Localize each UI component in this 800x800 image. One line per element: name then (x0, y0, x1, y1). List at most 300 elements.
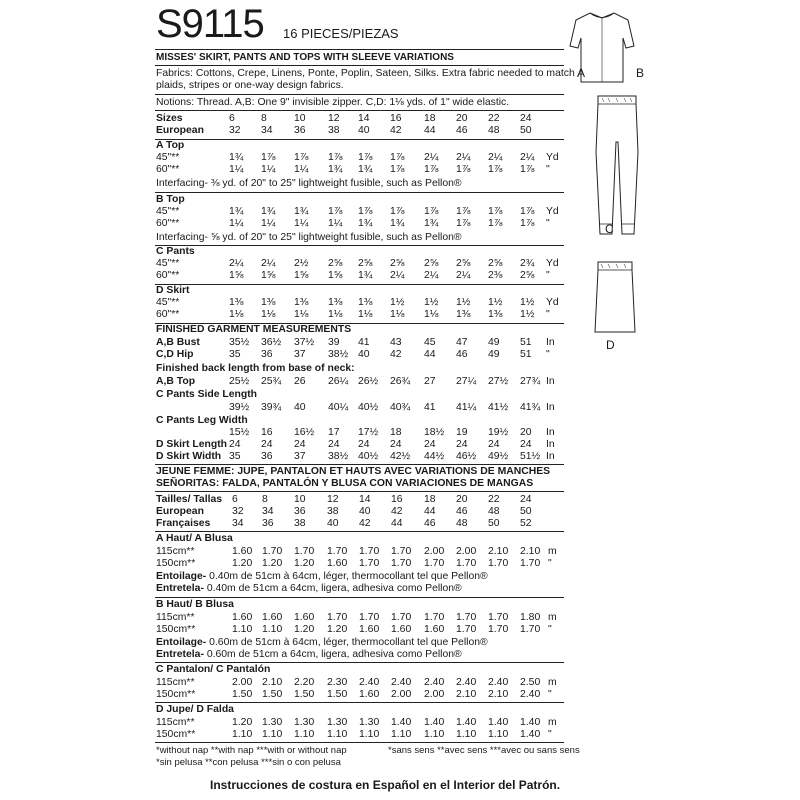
row-label: D Skirt Width (156, 451, 222, 462)
table-cell: 50 (488, 518, 500, 529)
pants-side-label: C Pants Side Length (156, 389, 258, 400)
table-cell: 42 (391, 506, 403, 517)
table-cell: 1.10 (327, 729, 348, 740)
table-cell: 24 (520, 494, 532, 505)
section-c-pants: C Pants (156, 246, 195, 257)
table-cell: 24 (261, 439, 273, 450)
table-cell: 1⅝ (328, 270, 343, 281)
table-cell: 18 (424, 113, 436, 124)
table-cell: 1¾ (358, 270, 373, 281)
table-cell: 2.00 (424, 689, 445, 700)
table-cell: 42 (359, 518, 371, 529)
table-cell: 1.50 (294, 689, 315, 700)
table-cell: 10 (294, 494, 306, 505)
table-cell: 1.60 (327, 558, 348, 569)
table-cell: 2¼ (456, 152, 471, 163)
table-cell: 2.10 (262, 677, 283, 688)
table-cell: 1.70 (456, 612, 477, 623)
divider (155, 464, 564, 465)
section-a-top: A Top (156, 140, 185, 151)
table-cell: 1⅝ (261, 270, 276, 281)
table-cell: 1.70 (327, 546, 348, 557)
table-cell: 14 (358, 113, 370, 124)
table-cell: 1.30 (359, 717, 380, 728)
unit-label: " (546, 309, 550, 320)
divider (155, 110, 564, 111)
entoilage-label: Entoilage- (156, 637, 207, 648)
table-cell: 1.10 (232, 624, 253, 635)
table-cell: 34 (262, 506, 274, 517)
divider (155, 284, 564, 285)
table-cell: 1.80 (520, 612, 541, 623)
table-cell: 1⅞ (390, 152, 405, 163)
table-cell: 2.10 (520, 546, 541, 557)
table-cell: 1⅞ (261, 152, 276, 163)
table-cell: 1.70 (424, 558, 445, 569)
table-cell: 1⅜ (294, 297, 309, 308)
section-d-skirt: D Skirt (156, 285, 190, 296)
unit-label: Yd (546, 297, 559, 308)
table-cell: 1.70 (262, 546, 283, 557)
table-cell: 1.10 (262, 729, 283, 740)
table-cell: 51 (520, 337, 532, 348)
table-cell: 1.60 (359, 624, 380, 635)
table-cell: 1.70 (488, 558, 509, 569)
table-cell: 8 (261, 113, 267, 124)
table-cell: 42 (390, 349, 402, 360)
table-cell: 48 (456, 518, 468, 529)
table-cell: 44 (424, 349, 436, 360)
entoilage-text: 0.40m de 51cm a 64cm, ligera, adhesiva como Pellon® (203, 583, 462, 594)
table-cell: 2⅝ (520, 270, 535, 281)
table-cell: 1.10 (391, 729, 412, 740)
row-label: 115cm** (156, 612, 195, 623)
table-cell: 8 (262, 494, 268, 505)
table-cell: 41¼ (456, 402, 477, 413)
table-cell: 36 (261, 349, 273, 360)
table-cell: 24 (358, 439, 370, 450)
fabrics-text-1: Fabrics: Cottons, Crepe, Linens, Ponte, Poplin, Sateen, Silks. Extra fabric needed to match (156, 68, 575, 79)
table-cell: 44 (391, 518, 403, 529)
table-cell: 25¾ (261, 376, 282, 387)
fabrics-text-2: plaids, stripes or one-way design fabrics. (156, 80, 344, 91)
table-cell: 50 (520, 506, 532, 517)
table-cell: 1⅜ (456, 309, 471, 320)
table-cell: 1⅞ (520, 218, 535, 229)
table-cell: 2.10 (488, 546, 509, 557)
table-cell: 1.40 (488, 717, 509, 728)
divider (155, 742, 564, 743)
entoilage-text: 0.60m de 51cm a 64cm, ligera, adhesiva como Pellon® (203, 649, 462, 660)
entoilage-a (156, 571, 488, 583)
table-cell: 1.60 (294, 612, 315, 623)
table-cell: 18 (390, 427, 402, 438)
table-cell: 1⅜ (261, 297, 276, 308)
table-cell: 40 (358, 125, 370, 136)
table-cell: 1.60 (359, 689, 380, 700)
table-cell: 1.30 (327, 717, 348, 728)
table-cell: 41¾ (520, 402, 541, 413)
table-cell: 20 (456, 494, 468, 505)
entoilage-text: 0.60m de 51cm à 64cm, léger, thermocollant tel que Pellon® (206, 637, 488, 648)
table-cell: 32 (232, 506, 244, 517)
table-cell: 34 (261, 125, 273, 136)
table-cell: 1.20 (262, 558, 283, 569)
table-cell: 1⅛ (261, 309, 276, 320)
table-cell: 6 (232, 494, 238, 505)
table-cell: 1¾ (390, 218, 405, 229)
entoilage-label: Entretela- (156, 583, 204, 594)
table-cell: 24 (390, 439, 402, 450)
table-cell: 1⅞ (424, 164, 439, 175)
table-cell: 1.70 (520, 624, 541, 635)
table-cell: 26½ (358, 376, 379, 387)
table-cell: 1.70 (294, 546, 315, 557)
table-cell: 43 (390, 337, 402, 348)
row-label: 60"** (156, 164, 180, 175)
divider (155, 597, 564, 598)
table-cell: 20 (520, 427, 532, 438)
table-cell: 2¼ (424, 270, 439, 281)
table-cell: 19½ (488, 427, 509, 438)
table-cell: 2⅝ (424, 258, 439, 269)
table-cell: 40½ (358, 451, 379, 462)
table-cell: 2.40 (456, 677, 477, 688)
table-cell: 2⅝ (390, 258, 405, 269)
table-cell: 2.50 (520, 677, 541, 688)
table-cell: 1.10 (359, 729, 380, 740)
divider (155, 49, 564, 50)
figure-label-d: D (606, 338, 615, 352)
table-cell: 1.70 (327, 612, 348, 623)
table-cell: 10 (294, 113, 306, 124)
row-label: 115cm** (156, 677, 195, 688)
unit-label: " (546, 349, 550, 360)
finished-measurements-title: FINISHED GARMENT MEASUREMENTS (156, 324, 352, 335)
table-cell: 25½ (229, 376, 250, 387)
table-cell: 27 (424, 376, 436, 387)
table-cell: 1¼ (229, 218, 244, 229)
table-cell: 2.40 (520, 689, 541, 700)
entretela-a (156, 583, 462, 595)
table-cell: 44 (424, 506, 436, 517)
unit-label: " (548, 624, 552, 635)
table-cell: 1.40 (520, 717, 541, 728)
table-cell: 1.70 (456, 558, 477, 569)
entretela-b (156, 649, 462, 661)
table-cell: 1½ (488, 297, 503, 308)
table-cell: 1⅝ (229, 270, 244, 281)
row-label: 150cm** (156, 558, 196, 569)
table-cell: 2.10 (456, 689, 477, 700)
table-cell: 1.70 (456, 624, 477, 635)
table-cell: 24 (424, 439, 436, 450)
table-cell: 40 (327, 518, 339, 529)
footnote-fr: *sans sens **avec sens ***avec ou sans sens (388, 745, 580, 756)
table-cell: 1⅞ (456, 218, 471, 229)
table-cell: 1.40 (456, 717, 477, 728)
table-cell: 1.10 (424, 729, 445, 740)
table-cell: 27¾ (520, 376, 541, 387)
metric-title-es: SEÑORITAS: FALDA, PANTALÓN Y BLUSA CON VARIACIONES DE MANGAS (156, 478, 534, 489)
unit-label: m (548, 546, 557, 557)
table-cell: 2¾ (520, 258, 535, 269)
table-cell: 51½ (520, 451, 541, 462)
table-cell: 40 (358, 349, 370, 360)
unit-label: " (546, 218, 550, 229)
section-b-haut: B Haut/ B Blusa (156, 599, 234, 610)
table-cell: 46 (424, 518, 436, 529)
table-cell: 1⅜ (358, 297, 373, 308)
row-label: Tailles/ Tallas (156, 494, 223, 505)
table-cell: 1.60 (232, 612, 253, 623)
table-cell: 1½ (520, 297, 535, 308)
entoilage-b (156, 637, 488, 649)
table-cell: 38 (328, 125, 340, 136)
table-cell: 1⅞ (328, 206, 343, 217)
table-cell: 2.30 (327, 677, 348, 688)
divider (155, 192, 564, 193)
pattern-title: MISSES' SKIRT, PANTS AND TOPS WITH SLEEVE VARIATIONS (156, 52, 454, 63)
table-cell: 2⅝ (358, 258, 373, 269)
table-cell: 24 (229, 439, 241, 450)
table-cell: 1¾ (229, 152, 244, 163)
table-cell: 15½ (229, 427, 250, 438)
entoilage-label: Entretela- (156, 649, 204, 660)
table-cell: 44 (424, 125, 436, 136)
table-cell: 1¼ (261, 164, 276, 175)
metric-title-fr: JEUNE FEMME: JUPE, PANTALON ET HAUTS AVEC VARIATIONS DE MANCHES (156, 466, 551, 477)
table-cell: 1⅞ (358, 152, 373, 163)
table-cell: 1.70 (359, 612, 380, 623)
table-cell: 36 (294, 125, 306, 136)
table-cell: 18 (424, 494, 436, 505)
table-cell: 1¼ (229, 164, 244, 175)
pants-leg-label: C Pants Leg Width (156, 415, 248, 426)
unit-label: In (546, 376, 555, 387)
table-cell: 37 (294, 451, 306, 462)
table-cell: 38 (294, 518, 306, 529)
table-cell: 50 (520, 125, 532, 136)
table-cell: 38 (327, 506, 339, 517)
table-cell: 24 (520, 439, 532, 450)
table-cell: 1⅞ (294, 152, 309, 163)
table-cell: 2¼ (424, 152, 439, 163)
table-cell: 2⅜ (488, 270, 503, 281)
table-cell: 36 (262, 518, 274, 529)
table-cell: 34 (232, 518, 244, 529)
table-cell: 1⅞ (520, 206, 535, 217)
table-cell: 1¼ (294, 218, 309, 229)
table-cell: 2⅝ (456, 258, 471, 269)
table-cell: 45 (424, 337, 436, 348)
table-cell: 24 (456, 439, 468, 450)
table-cell: 1.20 (232, 558, 253, 569)
unit-label: Yd (546, 206, 559, 217)
figure-label-c: C (605, 222, 614, 236)
table-cell: 17½ (358, 427, 379, 438)
table-cell: 40 (359, 506, 371, 517)
table-cell: 1⅞ (456, 206, 471, 217)
table-cell: 1.60 (262, 612, 283, 623)
table-cell: 1.10 (294, 729, 315, 740)
row-label: Sizes (156, 113, 183, 124)
table-cell: 2¼ (456, 270, 471, 281)
row-label: 150cm** (156, 689, 196, 700)
table-cell: 41 (424, 402, 436, 413)
skirt-d-illustration (590, 258, 640, 338)
table-cell: 42½ (390, 451, 411, 462)
table-cell: 2.00 (424, 546, 445, 557)
interfacing-b: Interfacing- ⅝ yd. of 20" to 25" lightweight fusible, such as Pellon® (156, 232, 462, 243)
row-label: Françaises (156, 518, 211, 529)
table-cell: 47 (456, 337, 468, 348)
section-b-top: B Top (156, 194, 185, 205)
table-cell: 1.50 (327, 689, 348, 700)
table-cell: 46 (456, 349, 468, 360)
row-label: 150cm** (156, 729, 196, 740)
row-label: 60"** (156, 218, 180, 229)
footnote-en: *without nap **with nap ***with or without nap (156, 745, 347, 756)
table-cell: 24 (488, 439, 500, 450)
table-cell: 46½ (456, 451, 477, 462)
table-cell: 24 (328, 439, 340, 450)
entoilage-text: 0.40m de 51cm à 64cm, léger, thermocollant tel que Pellon® (206, 571, 488, 582)
table-cell: 27¼ (456, 376, 477, 387)
table-cell: 12 (328, 113, 340, 124)
table-cell: 2.40 (359, 677, 380, 688)
table-cell: 14 (359, 494, 371, 505)
table-cell: 27½ (488, 376, 509, 387)
row-label: D Skirt Length (156, 439, 228, 450)
table-cell: 38½ (328, 349, 349, 360)
table-cell: 1¼ (261, 218, 276, 229)
table-cell: 1⅛ (358, 309, 373, 320)
divider (155, 531, 564, 532)
table-cell: 1.50 (232, 689, 253, 700)
table-cell: 1⅞ (488, 164, 503, 175)
table-cell: 2.40 (488, 677, 509, 688)
table-cell: 1⅞ (390, 164, 405, 175)
table-cell: 1.70 (488, 624, 509, 635)
table-cell: 16½ (294, 427, 315, 438)
table-cell: 2¼ (520, 152, 535, 163)
row-label: 45"** (156, 297, 180, 308)
entoilage-label: Entoilage- (156, 571, 207, 582)
figure-label-a: A (577, 66, 586, 80)
table-cell: 1.20 (232, 717, 253, 728)
table-cell: 1⅜ (229, 297, 244, 308)
table-cell: 1½ (456, 297, 471, 308)
table-cell: 39¾ (261, 402, 282, 413)
unit-label: In (546, 402, 555, 413)
table-cell: 1⅞ (390, 206, 405, 217)
divider (155, 65, 564, 66)
unit-label: m (548, 677, 557, 688)
table-cell: 22 (488, 113, 500, 124)
unit-label: In (546, 439, 555, 450)
table-cell: 19 (456, 427, 468, 438)
table-cell: 1⅞ (328, 152, 343, 163)
interfacing-a: Interfacing- ⅜ yd. of 20" to 25" lightweight fusible, such as Pellon® (156, 178, 462, 189)
row-label: 45"** (156, 206, 180, 217)
table-cell: 1⅛ (390, 309, 405, 320)
table-cell: 1.70 (520, 558, 541, 569)
table-cell: 40¼ (328, 402, 349, 413)
table-cell: 1¾ (294, 206, 309, 217)
table-cell: 1⅜ (488, 309, 503, 320)
table-cell: 1.70 (359, 558, 380, 569)
table-cell: 1.10 (488, 729, 509, 740)
table-cell: 39 (328, 337, 340, 348)
table-cell: 1.60 (391, 624, 412, 635)
table-cell: 42 (390, 125, 402, 136)
table-cell: 51 (520, 349, 532, 360)
table-cell: 2¼ (390, 270, 405, 281)
table-cell: 49 (488, 349, 500, 360)
table-cell: 1¾ (424, 218, 439, 229)
table-cell: 1.70 (391, 558, 412, 569)
pattern-number: S9115 (156, 2, 264, 46)
unit-label: " (546, 270, 550, 281)
unit-label: " (548, 729, 552, 740)
row-label: European (156, 506, 204, 517)
table-cell: 1¼ (294, 164, 309, 175)
row-label: 150cm** (156, 624, 196, 635)
table-cell: 35 (229, 349, 241, 360)
table-cell: 35 (229, 451, 241, 462)
pants-c-illustration (592, 92, 642, 242)
table-cell: 18½ (424, 427, 445, 438)
row-label: 115cm** (156, 717, 195, 728)
table-cell: 44½ (424, 451, 445, 462)
table-cell: 1¾ (358, 218, 373, 229)
table-cell: 38½ (328, 451, 349, 462)
table-cell: 1.20 (294, 624, 315, 635)
row-label: European (156, 125, 204, 136)
table-cell: 1¾ (358, 164, 373, 175)
table-cell: 26 (294, 376, 306, 387)
row-label: 45"** (156, 152, 180, 163)
table-cell: 46 (456, 125, 468, 136)
row-label: A,B Bust (156, 337, 200, 348)
table-cell: 1.70 (391, 546, 412, 557)
section-c-pantalon: C Pantalon/ C Pantalón (156, 664, 271, 675)
table-cell: 1.40 (520, 729, 541, 740)
divider (155, 245, 564, 246)
pieces-count: 16 PIECES/PIEZAS (283, 26, 399, 41)
table-cell: 2.00 (232, 677, 253, 688)
table-cell: 24 (520, 113, 532, 124)
unit-label: In (546, 451, 555, 462)
table-cell: 6 (229, 113, 235, 124)
table-cell: 48 (488, 506, 500, 517)
table-cell: 2½ (294, 258, 309, 269)
table-cell: 26¼ (328, 376, 349, 387)
table-cell: 1⅝ (294, 270, 309, 281)
table-cell: 1¾ (229, 206, 244, 217)
table-cell: 52 (520, 518, 532, 529)
table-cell: 2.20 (294, 677, 315, 688)
table-cell: 1⅞ (488, 206, 503, 217)
notions-text: Notions: Thread. A,B: One 9" invisible zipper. C,D: 1⅛ yds. of 1" wide elastic. (156, 97, 510, 108)
table-cell: 40 (294, 402, 306, 413)
unit-label: m (548, 612, 557, 623)
table-cell: 20 (456, 113, 468, 124)
row-label: 45"** (156, 258, 180, 269)
table-cell: 1.70 (359, 546, 380, 557)
table-cell: 1⅛ (294, 309, 309, 320)
